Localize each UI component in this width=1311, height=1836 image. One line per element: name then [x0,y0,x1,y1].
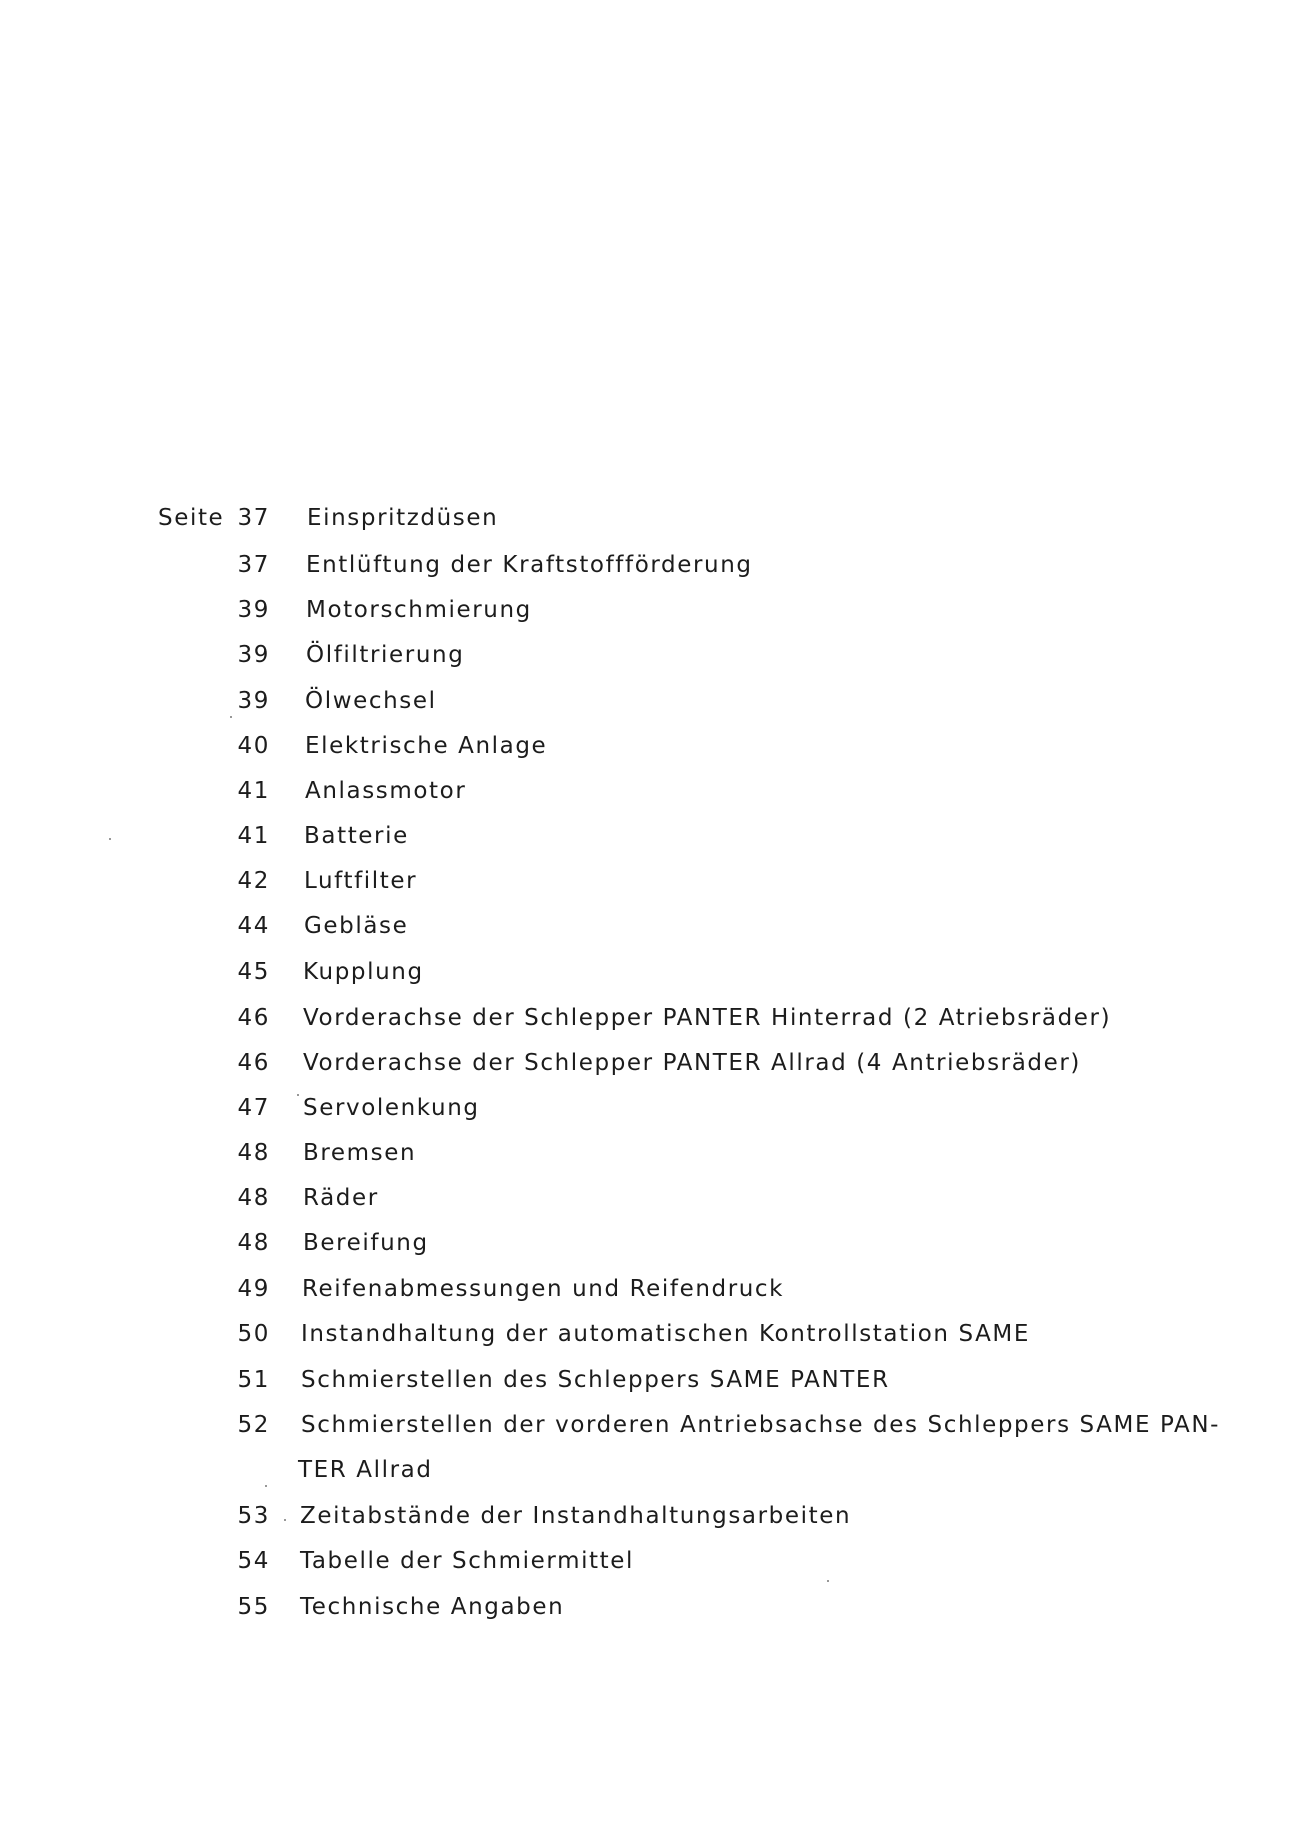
seite-label: Seite [158,505,225,531]
page-number: 41 [237,823,270,849]
toc-row [0,635,1311,675]
entry-title: Motorschmierung [306,597,532,623]
toc-row [0,1223,1311,1263]
toc-row [0,1360,1311,1400]
entry-title: Tabelle der Schmiermittel [300,1548,635,1574]
page-number: 47 [237,1095,270,1121]
page-number: 46 [237,1050,270,1076]
toc-row-continuation [0,1450,1311,1490]
entry-title: Batterie [304,823,409,849]
entry-title: Räder [303,1185,379,1211]
toc-row [0,1269,1311,1309]
toc-row [0,1496,1311,1536]
entry-title: Bereifung [303,1230,429,1256]
entry-title: Servolenkung [303,1095,480,1121]
toc-row [0,590,1311,630]
toc-row [0,816,1311,856]
page-number: 54 [237,1548,270,1574]
entry-title: Schmierstellen des Schleppers SAME PANTER [301,1367,890,1393]
toc-row [0,1587,1311,1627]
page-number: 50 [237,1321,270,1347]
toc-row [0,1405,1311,1445]
page-number: 39 [237,642,270,668]
toc-row [0,1088,1311,1128]
entry-title: Ölfiltrierung [306,642,465,668]
entry-title: Instandhaltung der automatischen Kontrollstation SAME [301,1321,1031,1347]
toc-row [0,906,1311,946]
entry-title: Vorderachse der Schlepper PANTER Hinterrad (2 Atriebsräder) [303,1005,1112,1031]
page-number: 45 [237,959,270,985]
toc-row [0,771,1311,811]
toc-row [0,861,1311,901]
entry-title: Reifenabmessungen und Reifendruck [302,1276,785,1302]
entry-title: Kupplung [303,959,424,985]
page-number: 39 [237,597,270,623]
page-number: 39 [237,688,270,714]
page-number: 55 [237,1594,270,1620]
page-number: 46 [237,1005,270,1031]
page-number: 48 [237,1140,270,1166]
entry-title: Vorderachse der Schlepper PANTER Allrad (4 Antriebsräder) [303,1050,1081,1076]
toc-row [0,681,1311,721]
page-number: 53 [237,1503,270,1529]
page-number: 37 [237,552,270,578]
toc-row [0,1133,1311,1173]
page-number: 40 [237,733,270,759]
scan-speck [109,838,111,840]
toc-row [0,545,1311,585]
scan-speck [297,1094,299,1096]
page-number: 49 [237,1276,270,1302]
scan-speck [827,1580,829,1582]
entry-title: Ölwechsel [305,688,437,714]
toc-row [0,952,1311,992]
page-number: 37 [237,505,270,531]
entry-title: Schmierstellen der vorderen Antriebsachse des Schleppers SAME PAN- [301,1412,1221,1438]
toc-row [0,726,1311,766]
page-number: 42 [237,868,270,894]
toc-row [0,1541,1311,1581]
page-number: 52 [237,1412,270,1438]
entry-title: Bremsen [303,1140,417,1166]
toc-row [0,998,1311,1038]
page-number: 51 [237,1367,270,1393]
scan-speck [230,716,232,718]
page-number: 44 [237,913,270,939]
entry-title: Luftfilter [304,868,418,894]
toc-row [0,1178,1311,1218]
page-number: 48 [237,1185,270,1211]
entry-title: Gebläse [304,913,409,939]
entry-title: Entlüftung der Kraftstoffförderung [306,552,753,578]
page-number: 41 [237,778,270,804]
scan-speck [284,1519,286,1521]
toc-row [0,498,1311,538]
toc-row [0,1314,1311,1354]
entry-title: Einspritzdüsen [307,505,499,531]
entry-title: Elektrische Anlage [305,733,548,759]
entry-title: Anlassmotor [305,778,467,804]
scan-speck [265,1485,267,1487]
entry-title-continuation: TER Allrad [298,1457,433,1483]
entry-title: Technische Angaben [300,1594,565,1620]
page-number: 48 [237,1230,270,1256]
toc-row [0,1043,1311,1083]
entry-title: Zeitabstände der Instandhaltungsarbeiten [300,1503,852,1529]
